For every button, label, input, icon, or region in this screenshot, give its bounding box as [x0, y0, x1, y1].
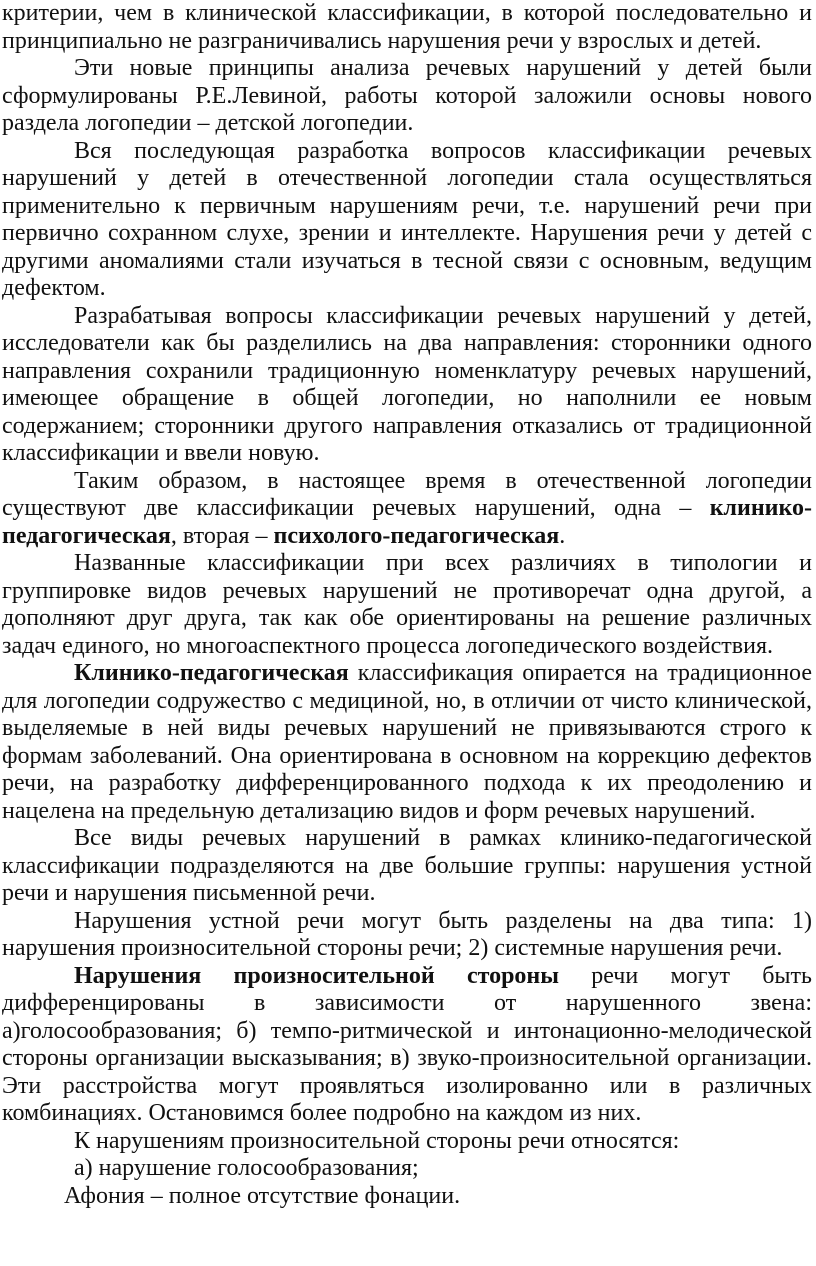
paragraph-list-item-a	[2, 1155, 812, 1183]
bold-term-clinical-pedagogical: клинико-педагогическая	[2, 495, 812, 549]
paragraph-classification-criteria	[2, 0, 812, 55]
text-run: речи могут быть дифференцированы в зависимости от нарушенного звена: а)голосообразования; б) темпо-ритмической и интонационно-мелодической стороны организации высказывания; в) звуко-произносительной организации. Эти расстройства могут проявляться изолированно или в различных комбинациях. Остановимся более подробно на каждом из них.	[2, 962, 812, 1126]
text-run: Все виды речевых нарушений в рамках клинико-педагогической классификации подразделяются на две большие группы: нарушения устной речи и нарушения письменной речи.	[2, 825, 812, 906]
text-run: , вторая –	[170, 522, 274, 549]
bold-term-psychological-pedagogical: психолого-педагогическая	[273, 522, 560, 549]
text-run: Эти новые принципы анализа речевых нарушений у детей были сформулированы Р.Е.Левиной, работы которой заложили основы нового раздела логопедии – детской логопедии.	[2, 55, 812, 136]
paragraph-pronunciation-list-intro	[2, 1128, 812, 1156]
text-run: а) нарушение голосообразования;	[74, 1155, 419, 1181]
paragraph-subsequent-development	[2, 138, 812, 303]
document-page	[2, 0, 812, 1210]
text-run: Разрабатывая вопросы классификации речевых нарушений у детей, исследователи как бы разделились на два направления: сторонники одного направления сохранили традиционную номенклатуру речевых нарушений, имеющее обращение в общей логопедии, но наполнили ее новым содержанием; сторонники другого направления отказались от традиционной классификации и ввели новую.	[2, 302, 812, 466]
bold-term-pronunciation-side: Нарушения произносительной стороны	[74, 962, 559, 989]
paragraph-two-groups	[2, 825, 812, 908]
paragraph-two-directions	[2, 303, 812, 468]
text-run: Таким образом, в настоящее время в отечественной логопедии существуют две классификации речевых нарушений, одна –	[2, 467, 812, 521]
text-run: К нарушениям произносительной стороны речи относятся:	[74, 1127, 680, 1154]
text-run: Вся последующая разработка вопросов классификации речевых нарушений у детей в отечественной логопедии стала осуществляться применительно к первичным нарушениям речи, т.е. нарушений речи при первично сохранном слухе, зрении и интеллекте. Нарушения речи у детей с другими аномалиями стали изучаться в тесной связи с основным, ведущим дефектом.	[2, 137, 812, 301]
text-run: Названные классификации при всех различиях в типологии и группировке видов речевых нарушений не противоречат одна другой, а дополняют друг друга, так как обе ориентированы на решение различных задач единого, но многоаспектного процесса логопедического воздействия.	[2, 550, 812, 659]
paragraph-clinical-pedagogical	[2, 660, 812, 825]
bold-term-clinical-pedagogical: Клинико-педагогическая	[74, 660, 349, 686]
paragraph-oral-speech-types	[2, 908, 812, 963]
paragraph-complementary	[2, 550, 812, 660]
paragraph-two-classifications	[2, 468, 812, 551]
paragraph-levina	[2, 55, 812, 138]
paragraph-aphonia	[2, 1183, 812, 1211]
text-run: критерии, чем в клинической классификации, в которой последовательно и принципиально не разграничивались нарушения речи у взрослых и детей.	[2, 0, 812, 54]
text-run: .	[559, 522, 566, 549]
text-run: Афония – полное отсутствие фонации.	[64, 1182, 461, 1209]
paragraph-pronunciation-disorders	[2, 963, 812, 1128]
text-run: классификация опирается на традиционное для логопедии содружество с медициной, но, в отличии от чисто клинической, выделяемые в ней виды речевых нарушений не привязываются строго к формам заболеваний. Она ориентирована в основном на коррекцию дефектов речи, на разработку дифференцированного подхода к их преодолению и нацелена на предельную детализацию видов и форм речевых нарушений.	[2, 660, 812, 824]
text-run: Нарушения устной речи могут быть разделены на два типа: 1) нарушения произносительной стороны речи; 2) системные нарушения речи.	[2, 907, 812, 961]
